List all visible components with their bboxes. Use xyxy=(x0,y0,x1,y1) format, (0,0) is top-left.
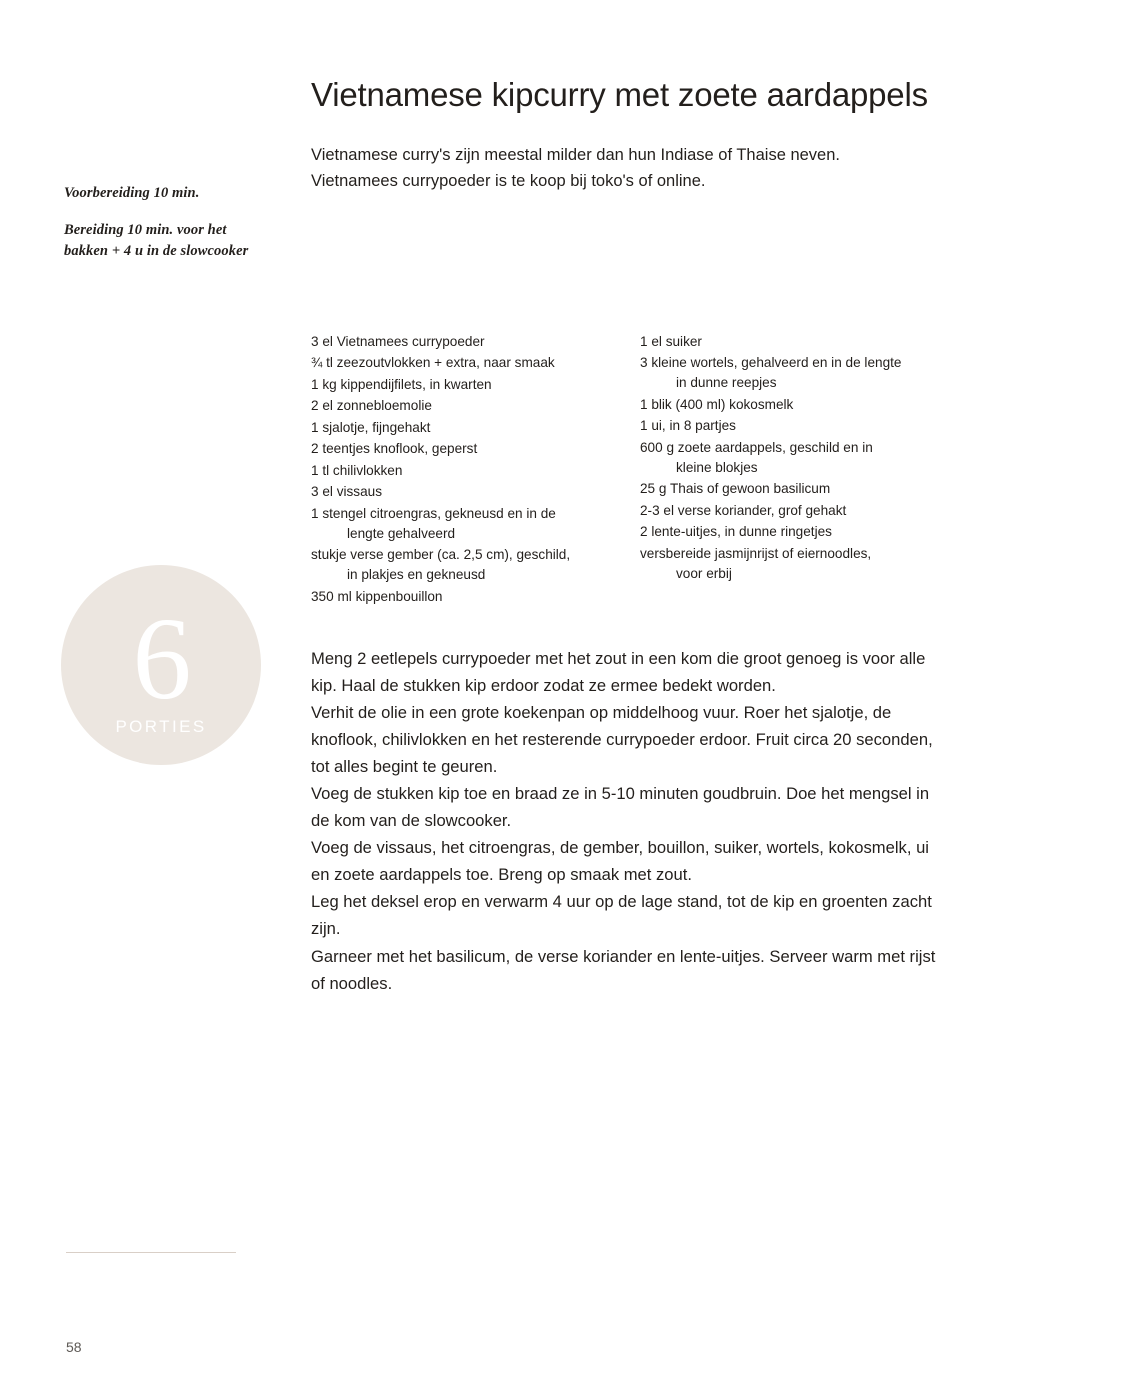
instruction-step: Leg het deksel erop en verwarm 4 uur op de lage stand, tot de kip en groenten zacht zijn. xyxy=(311,892,932,939)
ingredient-item: 2-3 el verse koriander, grof gehakt xyxy=(640,502,847,518)
servings-label: PORTIES xyxy=(115,717,207,737)
instruction-step: Voeg de stukken kip toe en braad ze in 5-10 minuten goudbruin. Doe het mengsel in de kom van de slowcooker. xyxy=(311,784,930,831)
recipe-intro: Vietnamese curry's zijn meestal milder dan hun Indiase of Thaise neven. Vietnamees currypoeder is te koop bij toko's of online. xyxy=(311,146,840,190)
page-number: 58 xyxy=(66,1339,82,1355)
instruction-step: Verhit de olie in een grote koekenpan op middelhoog vuur. Roer het sjalotje, de knoflook, chilivlokken en het resterende currypoeder erdoor. Fruit circa 20 seconden, tot alles begint te geuren. xyxy=(311,703,933,777)
ingredient-item: 600 g zoete aardappels, geschild en in kleine blokjes xyxy=(640,438,951,478)
ingredient-item: 1 sjalotje, fijngehakt xyxy=(311,419,431,435)
ingredient-item: 1 ui, in 8 partjes xyxy=(640,418,736,434)
servings-badge xyxy=(61,565,261,765)
recipe-meta xyxy=(64,183,269,262)
ingredient-item-continuation: lengte gehalveerd xyxy=(347,525,456,541)
ingredient-item: 1 kg kippendijfilets, in kwarten xyxy=(311,376,492,392)
ingredient-item: 1 el suiker xyxy=(640,334,702,349)
ingredients-section xyxy=(311,332,951,608)
servings-number: 6 xyxy=(132,592,190,724)
footer-divider xyxy=(66,1252,236,1253)
instruction-step: Garneer met het basilicum, de verse koriander en lente-uitjes. Serveer warm met rijst of noodles. xyxy=(311,946,936,993)
ingredient-item-continuation: in plakjes en gekneusd xyxy=(347,567,486,583)
ingredient-item: 3 kleine wortels, gehalveerd en in de lengte in dunne reepjes xyxy=(640,353,951,393)
ingredient-item: 2 el zonnebloemolie xyxy=(311,398,432,414)
ingredient-item: stukje verse gember (ca. 2,5 cm), geschild, in plakjes en gekneusd xyxy=(311,545,622,585)
ingredient-item: versbereide jasmijnrijst of eiernoodles, voor erbij xyxy=(640,544,951,584)
instruction-step: Meng 2 eetlepels currypoeder met het zout in een kom die groot genoeg is voor alle kip. Haal de stukken kip erdoor zodat ze ermee bedekt worden. xyxy=(311,649,926,696)
ingredient-item: 25 g Thais of gewoon basilicum xyxy=(640,481,831,497)
ingredient-item: 2 lente-uitjes, in dunne ringetjes xyxy=(640,524,832,540)
cook-time-label: Bereiding 10 min. voor het bakken + 4 u in de slowcooker xyxy=(64,222,249,260)
ingredient-item: 1 stengel citroengras, gekneusd en in de lengte gehalveerd xyxy=(311,504,622,544)
ingredient-item: 350 ml kippenbouillon xyxy=(311,588,443,604)
ingredients-column-right xyxy=(640,332,951,608)
instructions-section xyxy=(311,645,951,997)
ingredient-item: 1 tl chilivlokken xyxy=(311,462,403,478)
recipe-header xyxy=(311,74,951,211)
ingredient-item: 2 teentjes knoflook, geperst xyxy=(311,441,478,457)
instruction-step: Voeg de vissaus, het citroengras, de gember, bouillon, suiker, wortels, kokosmelk, ui en zoete aardappels toe. Breng op smaak met zout. xyxy=(311,838,929,885)
ingredient-item-continuation: in dunne reepjes xyxy=(676,375,777,391)
ingredient-item: ¾ tl zeezoutvlokken + extra, naar smaak xyxy=(311,355,555,371)
ingredient-item: 1 blik (400 ml) kokosmelk xyxy=(640,396,794,412)
ingredient-item: 3 el Vietnamees currypoeder xyxy=(311,334,485,349)
ingredients-column-left xyxy=(311,332,622,608)
ingredient-item: 3 el vissaus xyxy=(311,484,383,500)
page-title: Vietnamese kipcurry met zoete aardappels xyxy=(311,76,928,113)
ingredient-item-continuation: kleine blokjes xyxy=(676,459,758,475)
prep-time-label: Voorbereiding 10 min. xyxy=(64,185,200,201)
ingredient-item-continuation: voor erbij xyxy=(676,565,732,581)
